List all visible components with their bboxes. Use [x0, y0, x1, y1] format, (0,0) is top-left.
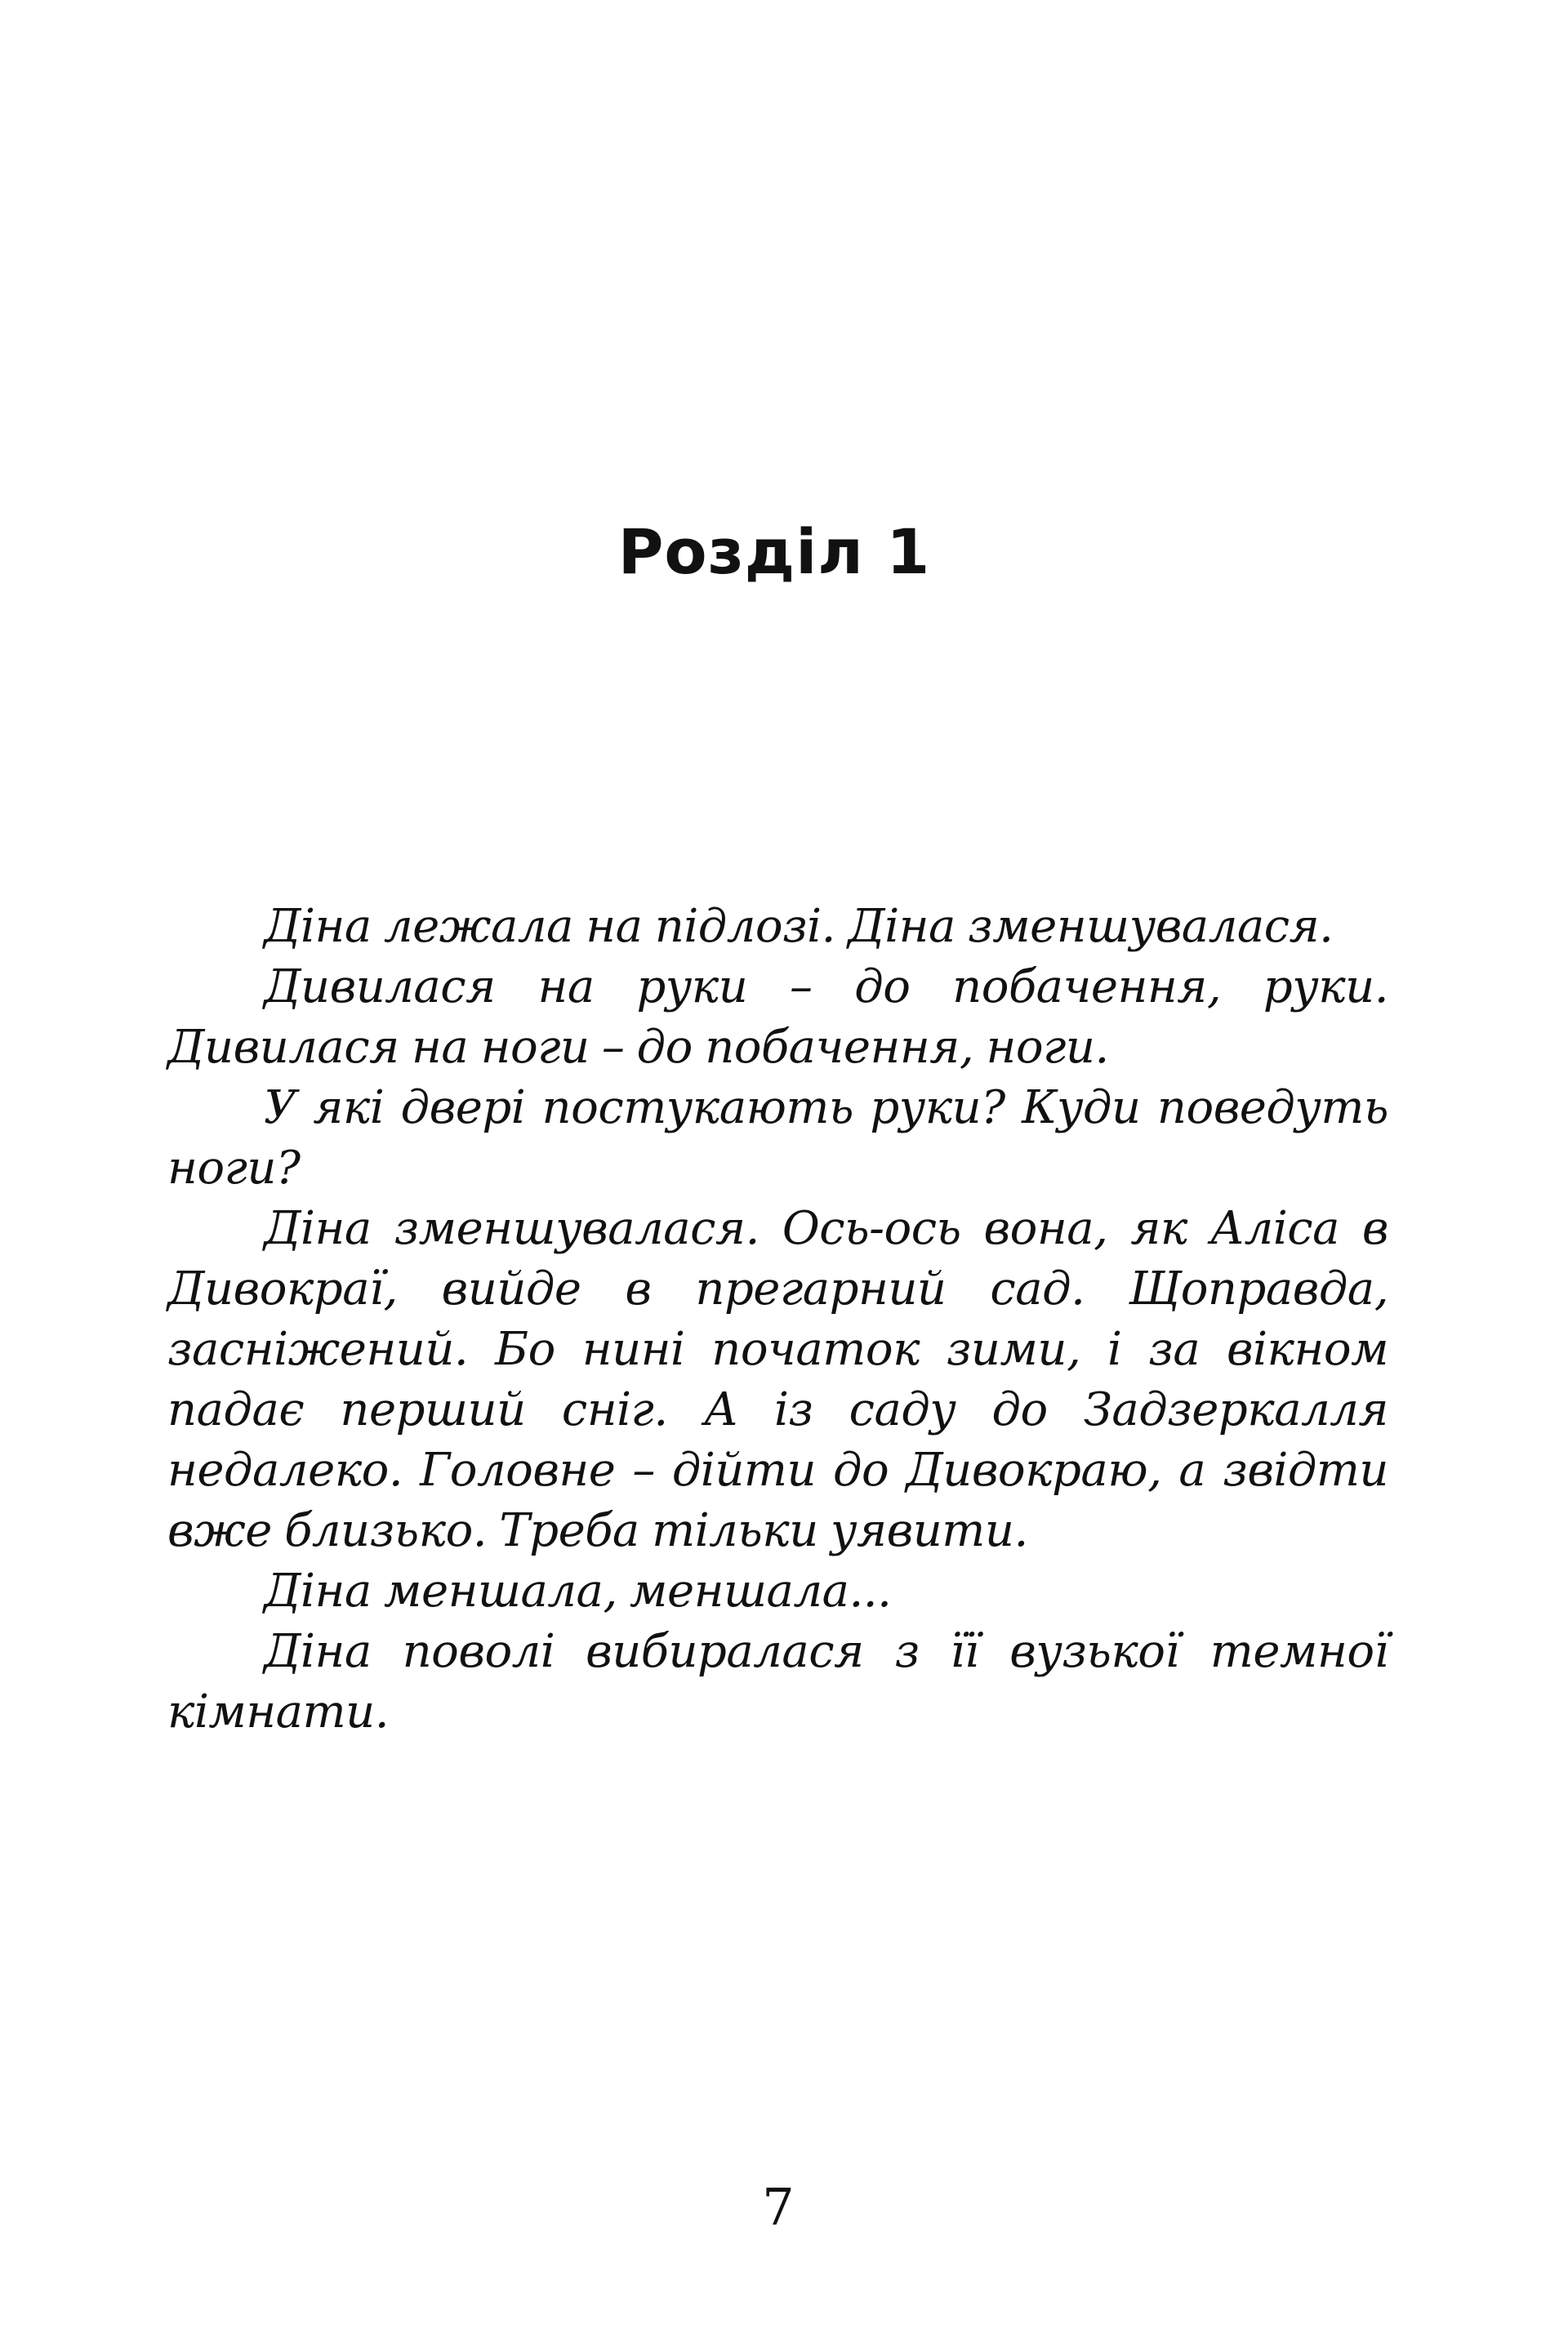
paragraph: Діна поволі вибиралася з її вузької темної кімнати.: [167, 1625, 1388, 1739]
page-number: 7: [762, 2177, 795, 2237]
paragraph: Діна зменшувалася. Ось-ось вона, як Аліса в Дивокраї, вийде в прегарний сад. Щоправда, засніжений. Бо нині початок зими, і за вікном падає перший сніг. А із саду до Задзеркалля недалеко. Головне – дійти до Дивокраю, а звідти вже близько. Треба тільки уявити.: [167, 1202, 1388, 1557]
paragraph: Дивилася на руки – до побачення, руки. Дивилася на ноги – до побачення, ноги.: [167, 960, 1388, 1074]
paragraph: Діна меншала, меншала...: [264, 1565, 892, 1618]
paragraph: У які двері постукають руки? Куди поведуть ноги?: [167, 1081, 1388, 1195]
chapter-title: Розділ 1: [617, 515, 931, 588]
chapter-body: [167, 897, 1388, 1743]
paragraph: Діна лежала на підлозі. Діна зменшувалася.: [264, 900, 1334, 953]
